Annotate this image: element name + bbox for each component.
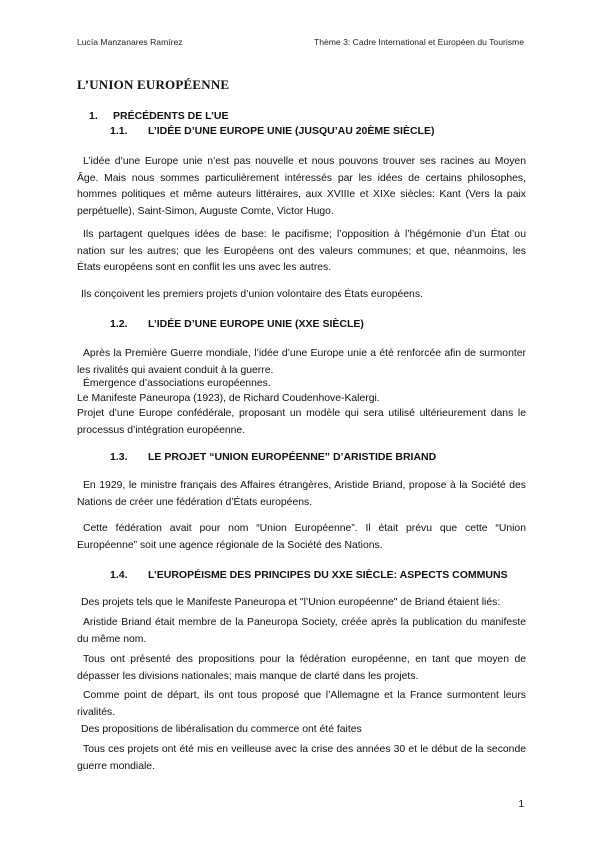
page-number: 1 [518, 799, 524, 810]
paragraph: Projet d’une Europe confédérale, proposant un modèle qui sera utilisé ultérieurement dans le processus d’intégration européenne. [77, 408, 526, 436]
section-1-number: 1. [89, 110, 98, 122]
paragraph: Des projets tels que le Manifeste Paneuropa et "l’Union européenne" de Briand étaient liés: [81, 597, 501, 608]
paragraph: Ils conçoivent les premiers projets d’union volontaire des États européens. [81, 289, 423, 300]
subsection-1-4-heading [110, 569, 508, 581]
subsection-1-2-heading [110, 318, 364, 330]
paragraph: Des propositions de libéralisation du commerce ont été faites [81, 724, 362, 735]
paragraph: Tous ont présenté des propositions pour la fédération européenne, en tant que moyen de dépasser les divisions nationales; mais manque de clarté dans les projets. [77, 654, 526, 682]
header-course: Thème 3: Cadre International et Européen du Tourisme [313, 37, 524, 47]
subsection-1-4-number: 1.4. [110, 569, 128, 581]
subsection-1-1-number: 1.1. [110, 125, 128, 137]
paragraph: Aristide Briand était membre de la Paneuropa Society, créée après la publication du manifeste du même nom. [77, 617, 526, 645]
subsection-1-1-heading [110, 125, 434, 137]
section-1-heading [89, 110, 229, 122]
document-title: L’UNION EUROPÉENNE [77, 77, 230, 92]
subsection-1-2-number: 1.2. [110, 318, 128, 330]
paragraph: L’idée d’une Europe unie n’est pas nouvelle et nous pouvons trouver ses racines au Moyen Âge. Mais nous sommes particulièrement intéressés par les idées de certains philosophes, hommes politiques et même auteurs littéraires, aux XVIIIe et XIXe siècles: Kant (Vers la paix perpétuelle), Saint-Simon, Auguste Comte, Victor Hugo. [77, 156, 526, 217]
subsection-1-4-title: L’EUROPÉISME DES PRINCIPES DU XXE SIÈCLE: ASPECTS COMMUNS [148, 569, 508, 581]
paragraph-line: Le Manifeste Paneuropa (1923), de Richard Coudenhove-Kalergi. [77, 393, 380, 404]
section-1-title: PRÉCÉDENTS DE L’UE [113, 110, 229, 122]
paragraph: Cette fédération avait pour nom “Union Européenne”. Il était prévu que cette “Union Européenne” soit une agence régionale de la Société des Nations. [77, 523, 526, 551]
subsection-1-1-title: L’IDÉE D’UNE EUROPE UNIE (JUSQU’AU 20ÈME SIÈCLE) [148, 125, 435, 137]
paragraph-line: Émergence d’associations européennes. [83, 378, 271, 389]
subsection-1-3-title: LE PROJET “UNION EUROPÉENNE” D’ARISTIDE BRIAND [148, 451, 437, 463]
paragraph: En 1929, le ministre français des Affaires étrangères, Aristide Briand, propose à la Société des Nations de créer une fédération d’États européens. [77, 480, 526, 508]
subsection-1-2-title: L’IDÉE D’UNE EUROPE UNIE (XXE SIÈCLE) [148, 318, 364, 330]
subsection-1-3-number: 1.3. [110, 451, 128, 463]
paragraph: Après la Première Guerre mondiale, l’idée d’une Europe unie a été renforcée afin de surmonter les rivalités qui avaient conduit à la guerre. [77, 348, 526, 376]
paragraph: Comme point de départ, ils ont tous proposé que l’Allemagne et la France surmontent leurs rivalités. [77, 690, 526, 718]
header-author: Lucía Manzanares Ramírez [77, 37, 183, 47]
subsection-1-3-heading [110, 451, 436, 463]
paragraph: Tous ces projets ont été mis en veilleuse avec la crise des années 30 et le début de la seconde guerre mondiale. [77, 744, 526, 772]
paragraph: Ils partagent quelques idées de base: le pacifisme; l’opposition à l’hégémonie d’un État ou nation sur les autres; que les Européens ont des valeurs communes; et que, néanmoins, les États européens sont en conflit les uns avec les autres. [77, 229, 526, 273]
